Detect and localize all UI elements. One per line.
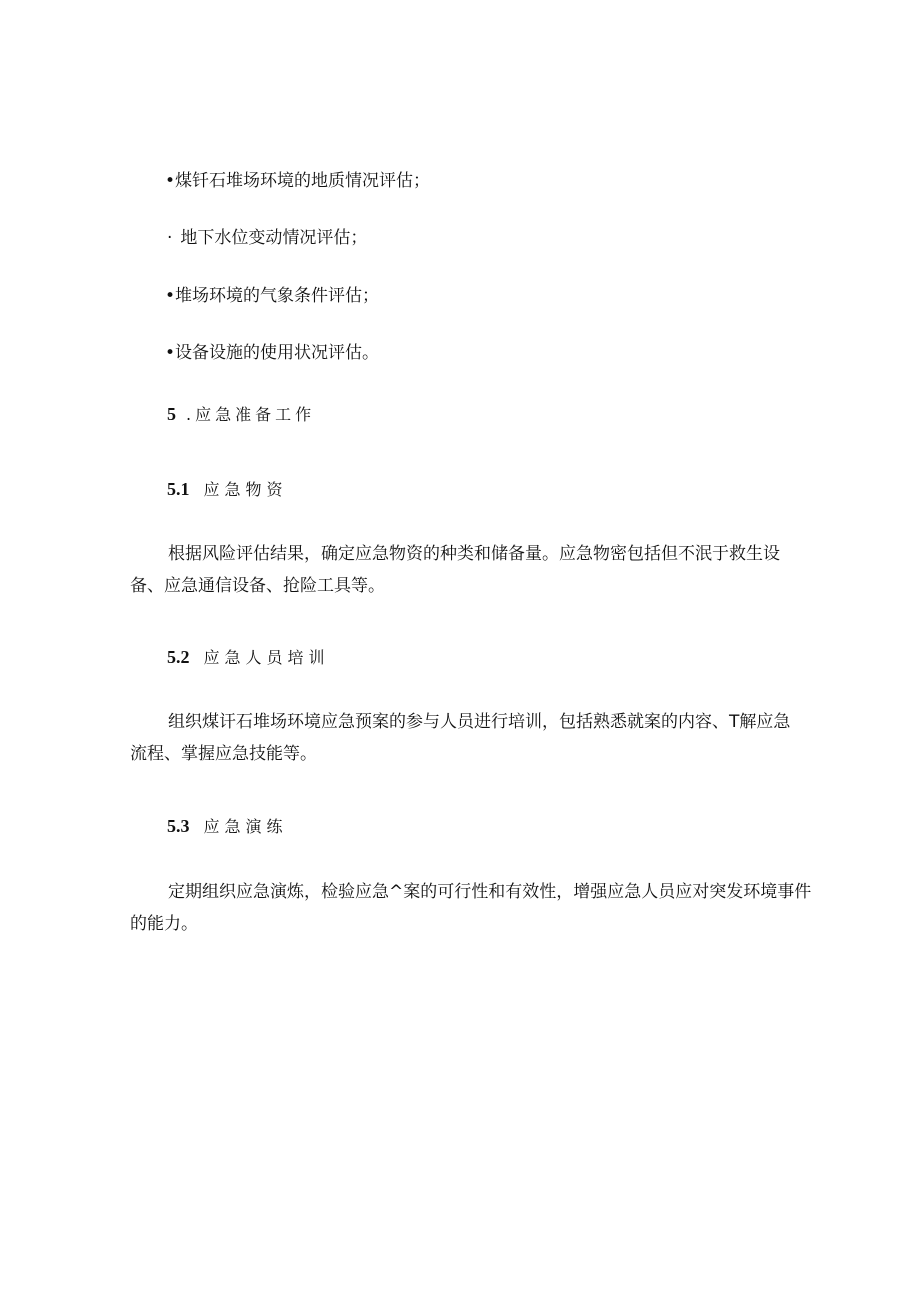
subsection-5-3-body (130, 876, 810, 940)
subsection-5-1-heading (167, 478, 288, 501)
subsection-number: 5.2 (167, 647, 190, 667)
subsection-5-2-heading (167, 646, 330, 669)
bullet-item-equipment (165, 342, 379, 364)
bullet-item-weather (165, 285, 379, 307)
subsection-title: 应急人员培训 (203, 648, 330, 667)
paragraph-line: 定期组织应急演炼，检验应急^案的可行性和有效性，增强应急人员应对突发环境事件 (168, 882, 812, 902)
bullet-item-geology (165, 170, 430, 192)
subsection-title: 应急物资 (203, 480, 288, 499)
bullet-text: 煤钎石堆场环境的地质情况评估； (175, 171, 431, 191)
subsection-number: 5.3 (167, 816, 190, 836)
section-5-heading (167, 403, 315, 426)
subsection-5-1-body (130, 538, 810, 602)
bullet-text: 设备设施的使用状况评估。 (175, 343, 380, 363)
section-title: .应急准备工作 (186, 405, 316, 424)
paragraph-line: 的能力。 (130, 914, 198, 934)
paragraph-line: 根据风险评估结果，确定应急物资的种类和储备量。应急物密包括但不泯于救生设 (168, 544, 780, 564)
subsection-number: 5.1 (167, 479, 190, 499)
subsection-5-2-body (130, 706, 810, 770)
paragraph-line: 组织煤讦石堆场环境应急预案的参与人员进行培训，包括熟悉就案的内容、T解应急 (168, 712, 791, 732)
paragraph-line: 流程、掌握应急技能等。 (130, 744, 317, 764)
section-number: 5 (167, 404, 176, 424)
bullet-text: 堆场环境的气象条件评估； (175, 286, 380, 306)
bullet-text: 地下水位变动情况评估； (180, 228, 368, 248)
bullet-marker: · (167, 228, 173, 248)
bullet-marker: • (165, 343, 176, 363)
bullet-item-groundwater (167, 227, 367, 249)
paragraph-line: 备、应急通信设备、抢险工具等。 (130, 576, 385, 596)
bullet-marker: • (165, 171, 176, 191)
subsection-title: 应急演练 (203, 817, 288, 836)
bullet-marker: • (165, 286, 176, 306)
subsection-5-3-heading (167, 815, 288, 838)
